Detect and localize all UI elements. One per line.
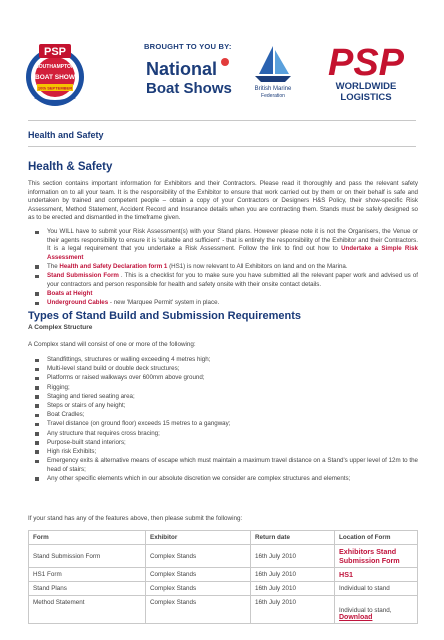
bullet-icon [35,395,39,399]
header-cell-location: Location of Form [335,531,418,545]
cell-form: Stand Plans [29,582,146,596]
boats-at-height-link[interactable]: Boats at Height [47,289,93,297]
bullet-icon [35,460,39,464]
show-logo-ring: SOUTHAMPTON [35,64,75,70]
page-title: Health & Safety [28,161,113,173]
bullet-icon [35,432,39,436]
psp-big-text: PSP [327,42,405,84]
list-item [34,263,418,272]
divider-bottom [28,146,416,147]
southampton-boat-show-logo[interactable] [19,42,91,108]
list-item [34,299,418,308]
list-item [34,402,418,411]
worldwide-text: WORLDWIDE [335,81,397,92]
header-cell-return-date: Return date [251,531,335,545]
exhibitors-stand-submission-form-link[interactable]: Exhibitors Stand Submission Form [339,547,400,565]
section-subtitle: A Complex Structure [28,324,93,331]
criteria-text: Purpose-built stand interiors; [47,438,126,446]
national-text: National [146,59,218,79]
breadcrumb: Health and Safety [28,130,104,140]
list-item [34,384,418,393]
list-item [34,374,418,383]
criteria-text: Emergency exits & alternative means of escape which must maintain a maximum travel distance on a Stand's upper level of 12m to the head of stairs; [47,457,418,473]
submit-following-text: If your stand has any of the features above, then please submit the following: [28,515,243,522]
table-row [29,596,418,624]
complex-lead-text: A Complex stand will consist of one or more of the following: [28,341,196,348]
table-row [29,582,418,596]
table-header-row [29,531,418,545]
cell-date: 16th July 2010 [251,582,335,596]
table-row [29,568,418,582]
criteria-text: Rigging; [47,383,70,391]
federation-text: Federation [261,93,285,98]
list-item [34,411,418,420]
list-item [34,272,418,289]
cell-location [335,568,418,582]
bullet-icon [35,386,39,390]
bullet-text: . This is a checklist for you to make sure you have submitted all the relevant paper work and advised us of your contractors and person responsible for health and safety onsite with their onsite contact details. [47,272,418,288]
stand-submission-link[interactable]: Stand Submission Form [47,272,119,280]
section-title: Types of Stand Build and Submission Requirements [28,310,301,322]
cell-form: Stand Submission Form [29,545,146,568]
location-text: Individual to stand, [339,607,392,614]
list-item [34,430,418,439]
criteria-text: Staging and tiered seating area; [47,392,135,400]
cell-exhibitor: Complex Stands [146,545,251,568]
list-item [34,365,418,374]
cell-date: 16th July 2010 [251,545,335,568]
divider-top [28,120,416,121]
list-item [34,439,418,448]
bullet-icon [35,423,39,427]
show-logo-top: PSP [43,46,67,58]
bullet-icon [35,292,39,296]
list-item [34,448,418,457]
cell-exhibitor: Complex Stands [146,568,251,582]
criteria-text: Any structure that requires cross bracing; [47,429,160,437]
list-item [34,457,418,474]
bullet-icon [35,441,39,445]
criteria-text: Standfittings, structures or walling exceeding 4 metres high; [47,356,211,363]
complex-criteria-list [34,356,418,484]
show-logo-date: 10th SEPTEMBER [37,85,73,91]
cell-form: HS1 Form [29,568,146,582]
cell-location [335,596,418,624]
bullet-icon [35,265,39,269]
list-item [34,393,418,402]
brought-to-you-label: BROUGHT TO YOU BY: [144,42,232,51]
hs1-form-link[interactable]: HS1 [339,570,353,579]
list-item [34,475,418,484]
bullet-text: The [47,262,60,270]
bullet-text: You WILL have to submit your Risk Assessment(s) with your Stand plans. However please note it is not the Organisers, the Venue or their agents responsibility to ensure it is 'suitable and sufficient' - that is entirely the responsibility of the Exhibitor and their Contractors. It is a legal requirement that you undertake a Risk Assessment. Follow the link to find out how to [47,228,418,253]
list-item [34,290,418,299]
bullet-icon [35,414,39,418]
criteria-text: Travel distance (on ground floor) exceeds 15 metres to a gangway; [47,420,231,428]
criteria-text: Boat Cradles; [47,411,85,419]
criteria-text: Multi-level stand build or double deck structures; [47,365,180,373]
header [0,0,444,110]
psp-worldwide-logistics-logo[interactable] [306,39,426,103]
intro-paragraph: This section contains important information for Exhibitors and their Contractors. Please read it thoroughly and pass the relevant safety information on to all your team. It is the responsibility of the Exhibitor to ensure that work carried out by them or on their behalf is safe and undertaken by trained and competent people – obtain a copy of your Contractors or Designers H&S Policy, their show-specific Risk Assessment, Method Statement, Accident Record and Insurance details when you are contracting them. Stands must be safely designed so as to be erected and dismantled in the timeframe given. [28,180,418,222]
criteria-text: Steps or stairs of any height; [47,401,126,409]
submission-table [28,530,418,624]
header-cell-exhibitor: Exhibitor [146,531,251,545]
download-link[interactable]: Download [339,614,373,621]
bullet-text: - new 'Marquee Permit' system in place. [108,299,220,307]
list-item [34,420,418,429]
bullet-icon [35,450,39,454]
bullet-icon [35,359,39,363]
cell-exhibitor: Complex Stands [146,582,251,596]
criteria-text: Platforms or raised walkways over 600mm above ground; [47,374,205,382]
bullet-icon [35,275,39,279]
cell-date: 16th July 2010 [251,568,335,582]
bullet-icon [35,377,39,381]
bullet-icon [35,231,39,235]
cell-location [335,545,418,568]
header-cell-form: Form [29,531,146,545]
safety-bullet-list [34,228,418,308]
british-marine-logo[interactable] [247,42,299,98]
show-logo-main: BOAT SHOW [35,74,75,81]
logistics-text: LOGISTICS [340,92,392,103]
bullet-icon [35,404,39,408]
list-item [34,228,418,262]
list-item [34,356,418,365]
bullet-icon [35,477,39,481]
bullet-icon [35,302,39,306]
risk-assessment-link[interactable]: Undertake a Simple Risk Assessment [47,245,419,261]
national-boat-shows-logo[interactable] [144,55,244,99]
cell-form: Method Statement [29,596,146,624]
bullet-icon [35,368,39,372]
cell-date: 16th July 2010 [251,596,335,624]
boat-shows-text: Boat Shows [146,80,232,97]
cell-location: Individual to stand [335,582,418,596]
british-marine-text: British Marine [254,86,292,92]
criteria-text: Any other specific elements which in our absolute discretion we consider are complex structures and elements; [47,474,351,482]
cell-exhibitor: Complex Stands [146,596,251,624]
underground-cables-link[interactable]: Underground Cables [47,299,109,307]
criteria-text: High risk Exhibits; [47,447,97,455]
table-row [29,545,418,568]
hs-declaration-link[interactable]: Health and Safety Declaration form 1 [59,262,168,270]
bullet-text: (HS1) is now relevant to All Exhibitors on land and on the Marina. [167,262,348,270]
